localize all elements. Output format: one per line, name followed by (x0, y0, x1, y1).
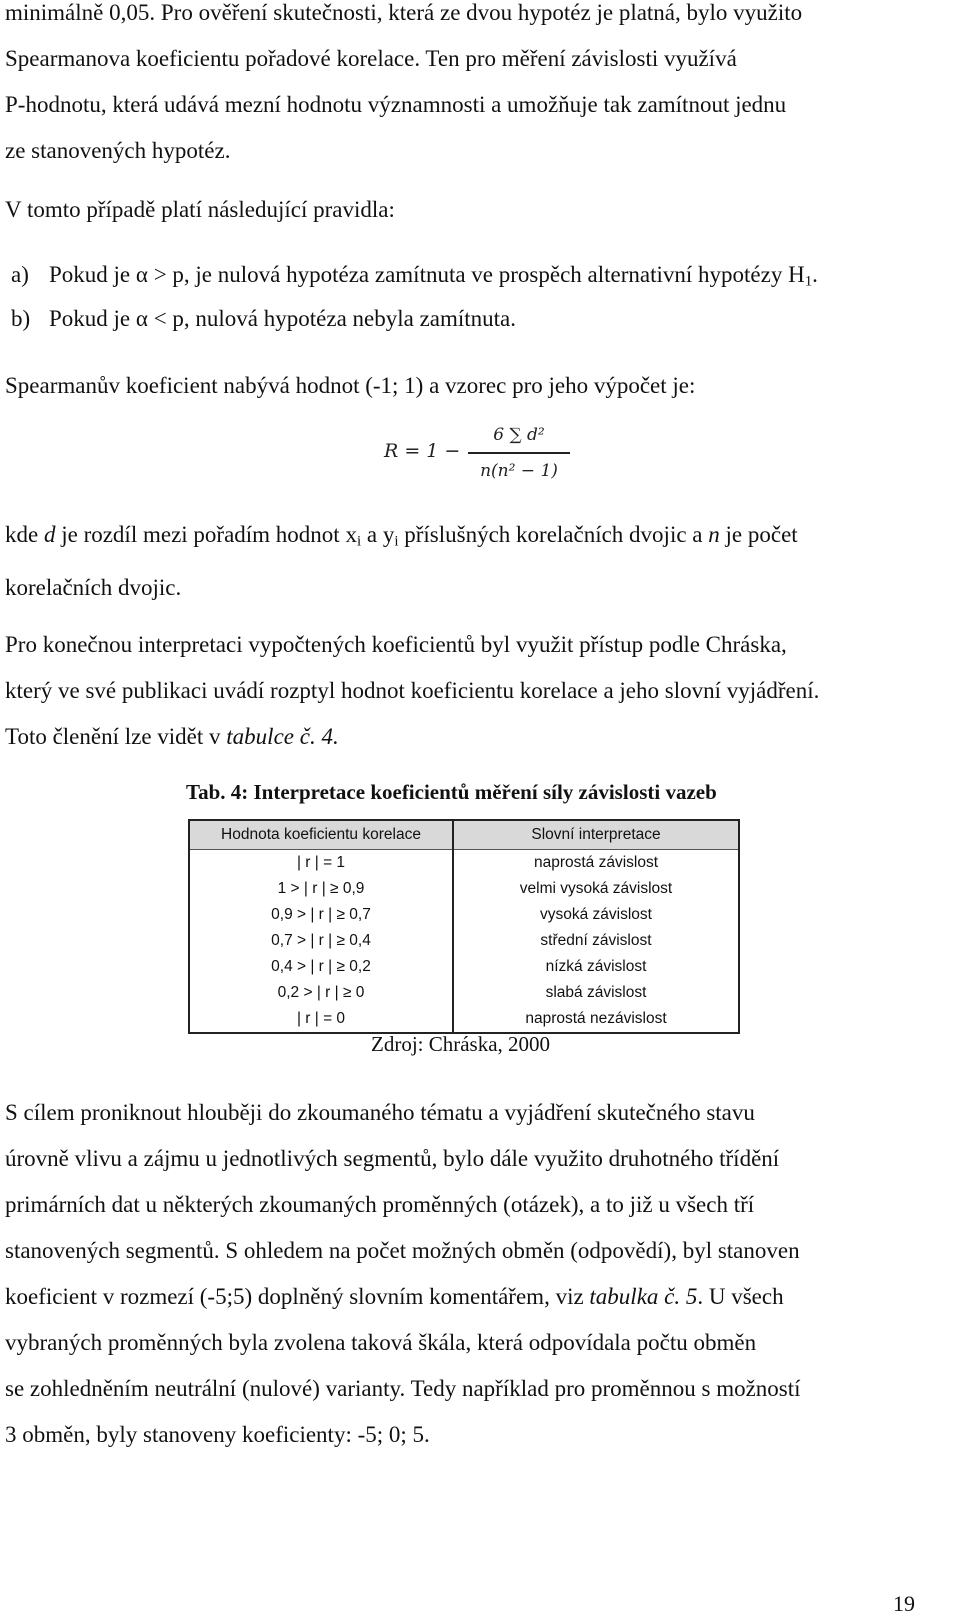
table-row (189, 954, 739, 980)
formula-numerator: 6 ∑ d² (493, 425, 545, 445)
table-cell: 0,7 > | r | ≥ 0,4 (189, 928, 453, 954)
table-reference: tabulce č. 4. (226, 724, 339, 749)
subscript: i (356, 533, 362, 550)
text-line: Pro konečnou interpretaci vypočtených koeficientů byl využit přístup podle Chráska, (5, 632, 787, 657)
text-line (5, 714, 953, 760)
text-line: úrovně vlivu a zájmu u jednotlivých segmentů, bylo dále využito druhotného třídění (5, 1146, 780, 1171)
formula-lhs: R = 1 − (384, 440, 461, 462)
table-cell: velmi vysoká závislost (453, 876, 739, 902)
table-row (189, 1006, 739, 1033)
variable-d: d (43, 522, 56, 547)
text-line: S cílem proniknout hlouběji do zkoumaného tématu a vyjádření skutečného stavu (5, 1100, 755, 1125)
paragraph-secondary-sorting (5, 1090, 953, 1458)
rules-intro: V tomto případě platí následující pravidla: (5, 197, 395, 222)
column-header: Hodnota koeficientu korelace (189, 820, 453, 850)
table-row (189, 902, 739, 928)
text-line: minimálně 0,05. Pro ověření skutečnosti, která ze dvou hypotéz je platná, bylo využito (5, 0, 803, 25)
text-line: se zohledněním neutrální (nulové) varianty. Tedy například pro proměnnou s možností (5, 1376, 801, 1401)
rule-text: Pokud je α < p, nulová hypotéza nebyla zamítnuta. (49, 306, 517, 331)
text-span: je počet (719, 522, 798, 547)
text-line: P-hodnotu, která udává mezní hodnotu významnosti a umožňuje tak zamítnout jednu (5, 92, 787, 117)
table-cell: | r | = 0 (189, 1006, 453, 1033)
table-cell: nízká závislost (453, 954, 739, 980)
page-number: 19 (893, 1591, 915, 1616)
column-header: Slovní interpretace (453, 820, 739, 850)
fraction-bar (468, 452, 570, 454)
text-line: ze stanovených hypotéz. (5, 138, 231, 163)
table-cell: střední závislost (453, 928, 739, 954)
text-span: . U všech (697, 1284, 784, 1309)
interpretation-table (188, 819, 740, 1034)
rule-tail: . (812, 262, 818, 287)
text-line: stanovených segmentů. S ohledem na počet možných obměn (odpovědí), byl stanoven (5, 1238, 800, 1263)
table-header-row (189, 820, 739, 850)
text-line: primárních dat u některých zkoumaných proměnných (otázek), a to již u všech tří (5, 1192, 755, 1217)
table-row (189, 876, 739, 902)
table-cell: | r | = 1 (189, 850, 453, 877)
spearman-formula (384, 420, 584, 490)
text-line (5, 512, 953, 565)
text-line: Spearmanova koeficientu pořadové korelace. Ten pro měření závislosti využívá (5, 46, 737, 71)
table-row (189, 850, 739, 877)
table-reference: tabulka č. 5 (589, 1284, 698, 1309)
rule-item-b (11, 296, 516, 342)
text-line: korelačních dvojic. (5, 574, 182, 600)
table-cell: naprostá nezávislost (453, 1006, 739, 1033)
text-span: je rozdíl mezi pořadím hodnot x (55, 522, 357, 547)
paragraph-interpretation (5, 622, 953, 760)
paragraph-definitions (5, 512, 953, 611)
rule-subscript: 1 (804, 273, 813, 290)
table-cell: naprostá závislost (453, 850, 739, 877)
text-line: 3 obměn, byly stanoveny koeficienty: -5; 0; 5. (5, 1422, 430, 1447)
formula-fraction (464, 420, 574, 486)
text-span: příslušných korelačních dvojic a (398, 522, 709, 547)
formula-denominator: n(n² − 1) (480, 460, 558, 481)
table-row (189, 928, 739, 954)
table-cell: vysoká závislost (453, 902, 739, 928)
table-cell: 0,4 > | r | ≥ 0,2 (189, 954, 453, 980)
text-span: a y (361, 522, 395, 547)
rule-text: Pokud je α > p, je nulová hypotéza zamítnuta ve prospěch alternativní hypotézy H (49, 262, 805, 287)
table-cell: 0,9 > | r | ≥ 0,7 (189, 902, 453, 928)
text-span: Toto členění lze vidět v (5, 724, 227, 749)
rule-label: b) (11, 306, 31, 331)
text-span: kde (5, 522, 44, 547)
table-caption: Tab. 4: Interpretace koeficientů měření síly závislosti vazeb (186, 780, 717, 804)
text-line (5, 1274, 953, 1320)
table-cell: slabá závislost (453, 980, 739, 1006)
table-cell: 1 > | r | ≥ 0,9 (189, 876, 453, 902)
formula-intro: Spearmanův koeficient nabývá hodnot (-1; 1) a vzorec pro jeho výpočet je: (5, 373, 696, 398)
text-span: koeficient v rozmezí (-5;5) doplněný slovním komentářem, viz (5, 1284, 590, 1309)
paragraph-intro (5, 0, 953, 174)
table-cell: 0,2 > | r | ≥ 0 (189, 980, 453, 1006)
subscript: i (394, 533, 399, 550)
table-source: Zdroj: Chráska, 2000 (371, 1032, 551, 1056)
rule-label: a) (11, 262, 29, 287)
variable-n: n (708, 522, 720, 547)
text-line: který ve své publikaci uvádí rozptyl hodnot koeficientu korelace a jeho slovní vyjádření. (5, 678, 820, 703)
table-row (189, 980, 739, 1006)
text-line: vybraných proměnných byla zvolena taková škála, která odpovídala počtu obměn (5, 1330, 757, 1355)
